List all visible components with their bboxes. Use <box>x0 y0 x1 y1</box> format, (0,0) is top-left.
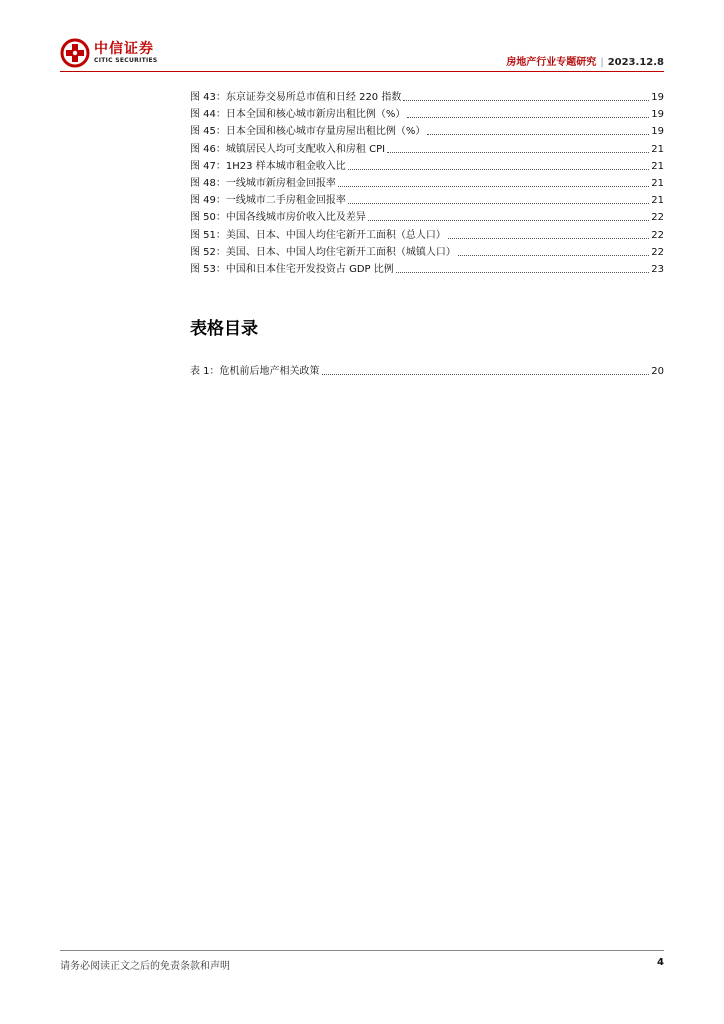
report-type: 房地产行业专题研究 <box>506 57 597 68</box>
toc-entry-page: 21 <box>651 143 664 155</box>
figure-list <box>190 88 664 277</box>
toc-entry-label: 图 53：中国和日本住宅开发投资占 GDP 比例 <box>190 263 394 275</box>
toc-entry[interactable] <box>190 208 664 225</box>
toc-entry[interactable] <box>190 191 664 208</box>
leader-dots <box>448 230 649 239</box>
toc-entry[interactable] <box>190 226 664 243</box>
toc-entry[interactable] <box>190 260 664 277</box>
toc-entry-label: 图 49：一线城市二手房租金回报率 <box>190 195 346 207</box>
toc-entry-label: 图 51：美国、日本、中国人均住宅新开工面积（总人口） <box>190 229 446 241</box>
leader-dots <box>322 366 650 375</box>
leader-dots <box>458 247 649 256</box>
table-list <box>190 362 664 379</box>
toc-entry[interactable] <box>190 88 664 105</box>
toc-entry-page: 19 <box>651 126 664 138</box>
toc-entry-label: 图 46：城镇居民人均可支配收入和房租 CPI <box>190 143 386 155</box>
header-divider <box>60 71 664 72</box>
page-header <box>60 38 664 74</box>
toc-entry-label: 图 52：美国、日本、中国人均住宅新开工面积（城镇人口） <box>190 246 456 258</box>
logo-english-name: CITIC SECURITIES <box>94 57 158 64</box>
disclaimer-text: 请务必阅读正文之后的免责条款和声明 <box>60 961 230 972</box>
toc-entry[interactable] <box>190 105 664 122</box>
toc-entry-page: 23 <box>651 263 664 275</box>
leader-dots <box>368 212 649 221</box>
leader-dots <box>348 195 649 204</box>
toc-entry-page: 21 <box>651 195 664 207</box>
toc-entry[interactable] <box>190 140 664 157</box>
leader-dots <box>403 92 649 101</box>
logo-chinese-name: 中信证券 <box>94 41 154 57</box>
table-list-heading: 表格目录 <box>190 319 258 339</box>
toc-entry[interactable] <box>190 122 664 139</box>
toc-entry-label: 图 47：1H23 样本城市租金收入比 <box>190 160 346 172</box>
report-info <box>506 53 664 68</box>
toc-entry-page: 21 <box>651 160 664 172</box>
citic-emblem-icon <box>60 38 90 68</box>
leader-dots <box>427 126 649 135</box>
page-number: 4 <box>657 957 664 968</box>
toc-entry-label: 图 45：日本全国和核心城市存量房屋出租比例（%） <box>190 126 426 138</box>
citic-logo <box>60 38 158 68</box>
leader-dots <box>387 144 649 153</box>
footer-divider <box>60 950 664 951</box>
toc-entry-label: 图 43：东京证券交易所总市值和日经 220 指数 <box>190 92 402 103</box>
toc-entry-page: 19 <box>651 109 664 121</box>
toc-entry-page: 22 <box>651 212 664 224</box>
toc-entry-page: 21 <box>651 177 664 189</box>
report-date: 2023.12.8 <box>607 57 664 68</box>
toc-entry-label: 表 1：危机前后地产相关政策 <box>190 366 320 377</box>
header-separator: | <box>600 57 604 68</box>
toc-entry-label: 图 50：中国各线城市房价收入比及差异 <box>190 212 366 224</box>
toc-entry[interactable] <box>190 174 664 191</box>
leader-dots <box>348 161 650 170</box>
toc-entry[interactable] <box>190 243 664 260</box>
toc-entry-page: 20 <box>651 366 664 377</box>
leader-dots <box>396 264 650 273</box>
leader-dots <box>338 178 649 187</box>
toc-entry[interactable] <box>190 362 664 379</box>
toc-entry-label: 图 48：一线城市新房租金回报率 <box>190 177 336 189</box>
toc-entry-page: 19 <box>651 92 664 103</box>
toc-entry-page: 22 <box>651 229 664 241</box>
toc-entry[interactable] <box>190 157 664 174</box>
leader-dots <box>407 109 649 118</box>
toc-entry-label: 图 44：日本全国和核心城市新房出租比例（%） <box>190 109 406 121</box>
toc-entry-page: 22 <box>651 246 664 258</box>
